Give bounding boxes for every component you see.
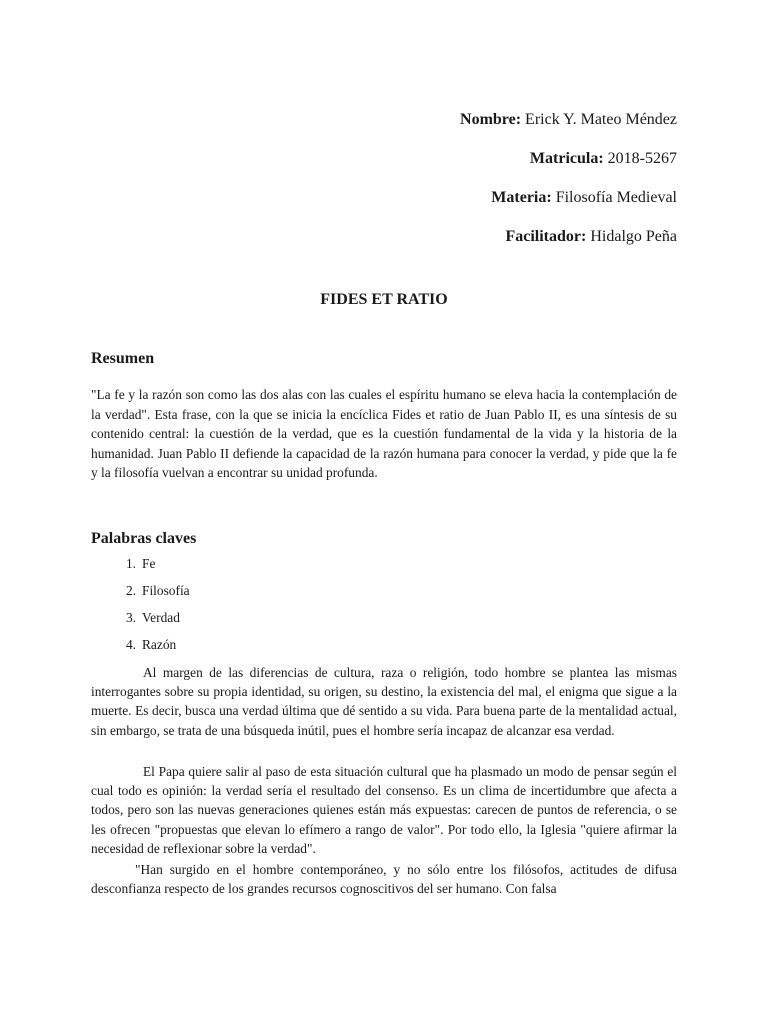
list-number: 4. xyxy=(125,637,136,652)
name-value: Erick Y. Mateo Méndez xyxy=(521,111,677,128)
facilitador-line xyxy=(460,227,677,247)
keywords-heading: Palabras claves xyxy=(91,530,197,547)
student-info xyxy=(460,110,677,266)
list-item xyxy=(91,582,190,609)
materia-line xyxy=(460,188,677,208)
materia-label: Materia: xyxy=(491,189,552,206)
list-number: 3. xyxy=(125,610,136,625)
list-item xyxy=(91,555,190,582)
name-line xyxy=(460,110,677,130)
matricula-label: Matricula: xyxy=(529,150,604,167)
facilitador-label: Facilitador: xyxy=(505,228,587,245)
facilitador-value: Hidalgo Peña xyxy=(586,228,677,245)
keyword-label: Filosofía xyxy=(142,583,190,598)
materia-value: Filosofía Medieval xyxy=(551,189,677,206)
body-paragraph-3: "Han surgido en el hombre contemporáneo, y no sólo entre los filósofos, actitudes de difusa desconfianza respecto de los grandes recursos cognoscitivos del ser humano. Con falsa xyxy=(91,862,677,897)
abstract-text: "La fe y la razón son como las dos alas con las cuales el espíritu humano se eleva hacia la contemplación de la verdad". Esta frase, con la que se inicia la encíclica Fides et ratio de Juan Pablo II, es una síntesis de su contenido central: la cuestión de la verdad, que es la cuestión fundamental de la vida y la historia de la humanidad. Juan Pablo II defiende la capacidad de la razón humana para conocer la verdad, y pide que la fe y la filosofía vuelvan a encontrar su unidad profunda. xyxy=(91,387,677,480)
document-title: FIDES ET RATIO xyxy=(320,291,448,308)
keyword-label: Fe xyxy=(142,556,156,571)
keyword-list xyxy=(91,555,190,663)
matricula-value: 2018-5267 xyxy=(603,150,677,167)
keyword-label: Verdad xyxy=(142,610,180,625)
body-paragraph-2: El Papa quiere salir al paso de esta situación cultural que ha plasmado un modo de pensar según el cual todo es opinión: la verdad sería el resultado del consenso. Es un clima de incertidumbre que afecta a todos, pero son las nuevas generaciones quienes están más expuestas: carecen de puntos de referencia, o se les ofrecen "propuestas que elevan lo efímero a rango de valor". Por todo ello, la Iglesia "quiere afirmar la necesidad de reflexionar sobre la verdad". xyxy=(91,764,677,856)
abstract-heading: Resumen xyxy=(91,350,155,367)
keyword-label: Razón xyxy=(142,637,177,652)
body-paragraph-1: Al margen de las diferencias de cultura, raza o religión, todo hombre se plantea las mismas interrogantes sobre su propia identidad, su origen, su destino, la existencia del mal, el enigma que sigue a la muerte. Es decir, busca una verdad última que dé sentido a su vida. Para buena parte de la mentalidad actual, sin embargo, se trata de una búsqueda inútil, pues el hombre sería incapaz de alcanzar esa verdad. xyxy=(91,665,677,738)
list-item xyxy=(91,609,190,636)
list-number: 1. xyxy=(125,556,136,571)
list-item xyxy=(91,636,190,663)
list-number: 2. xyxy=(125,583,136,598)
matricula-line xyxy=(460,149,677,169)
name-label: Nombre: xyxy=(460,111,522,128)
